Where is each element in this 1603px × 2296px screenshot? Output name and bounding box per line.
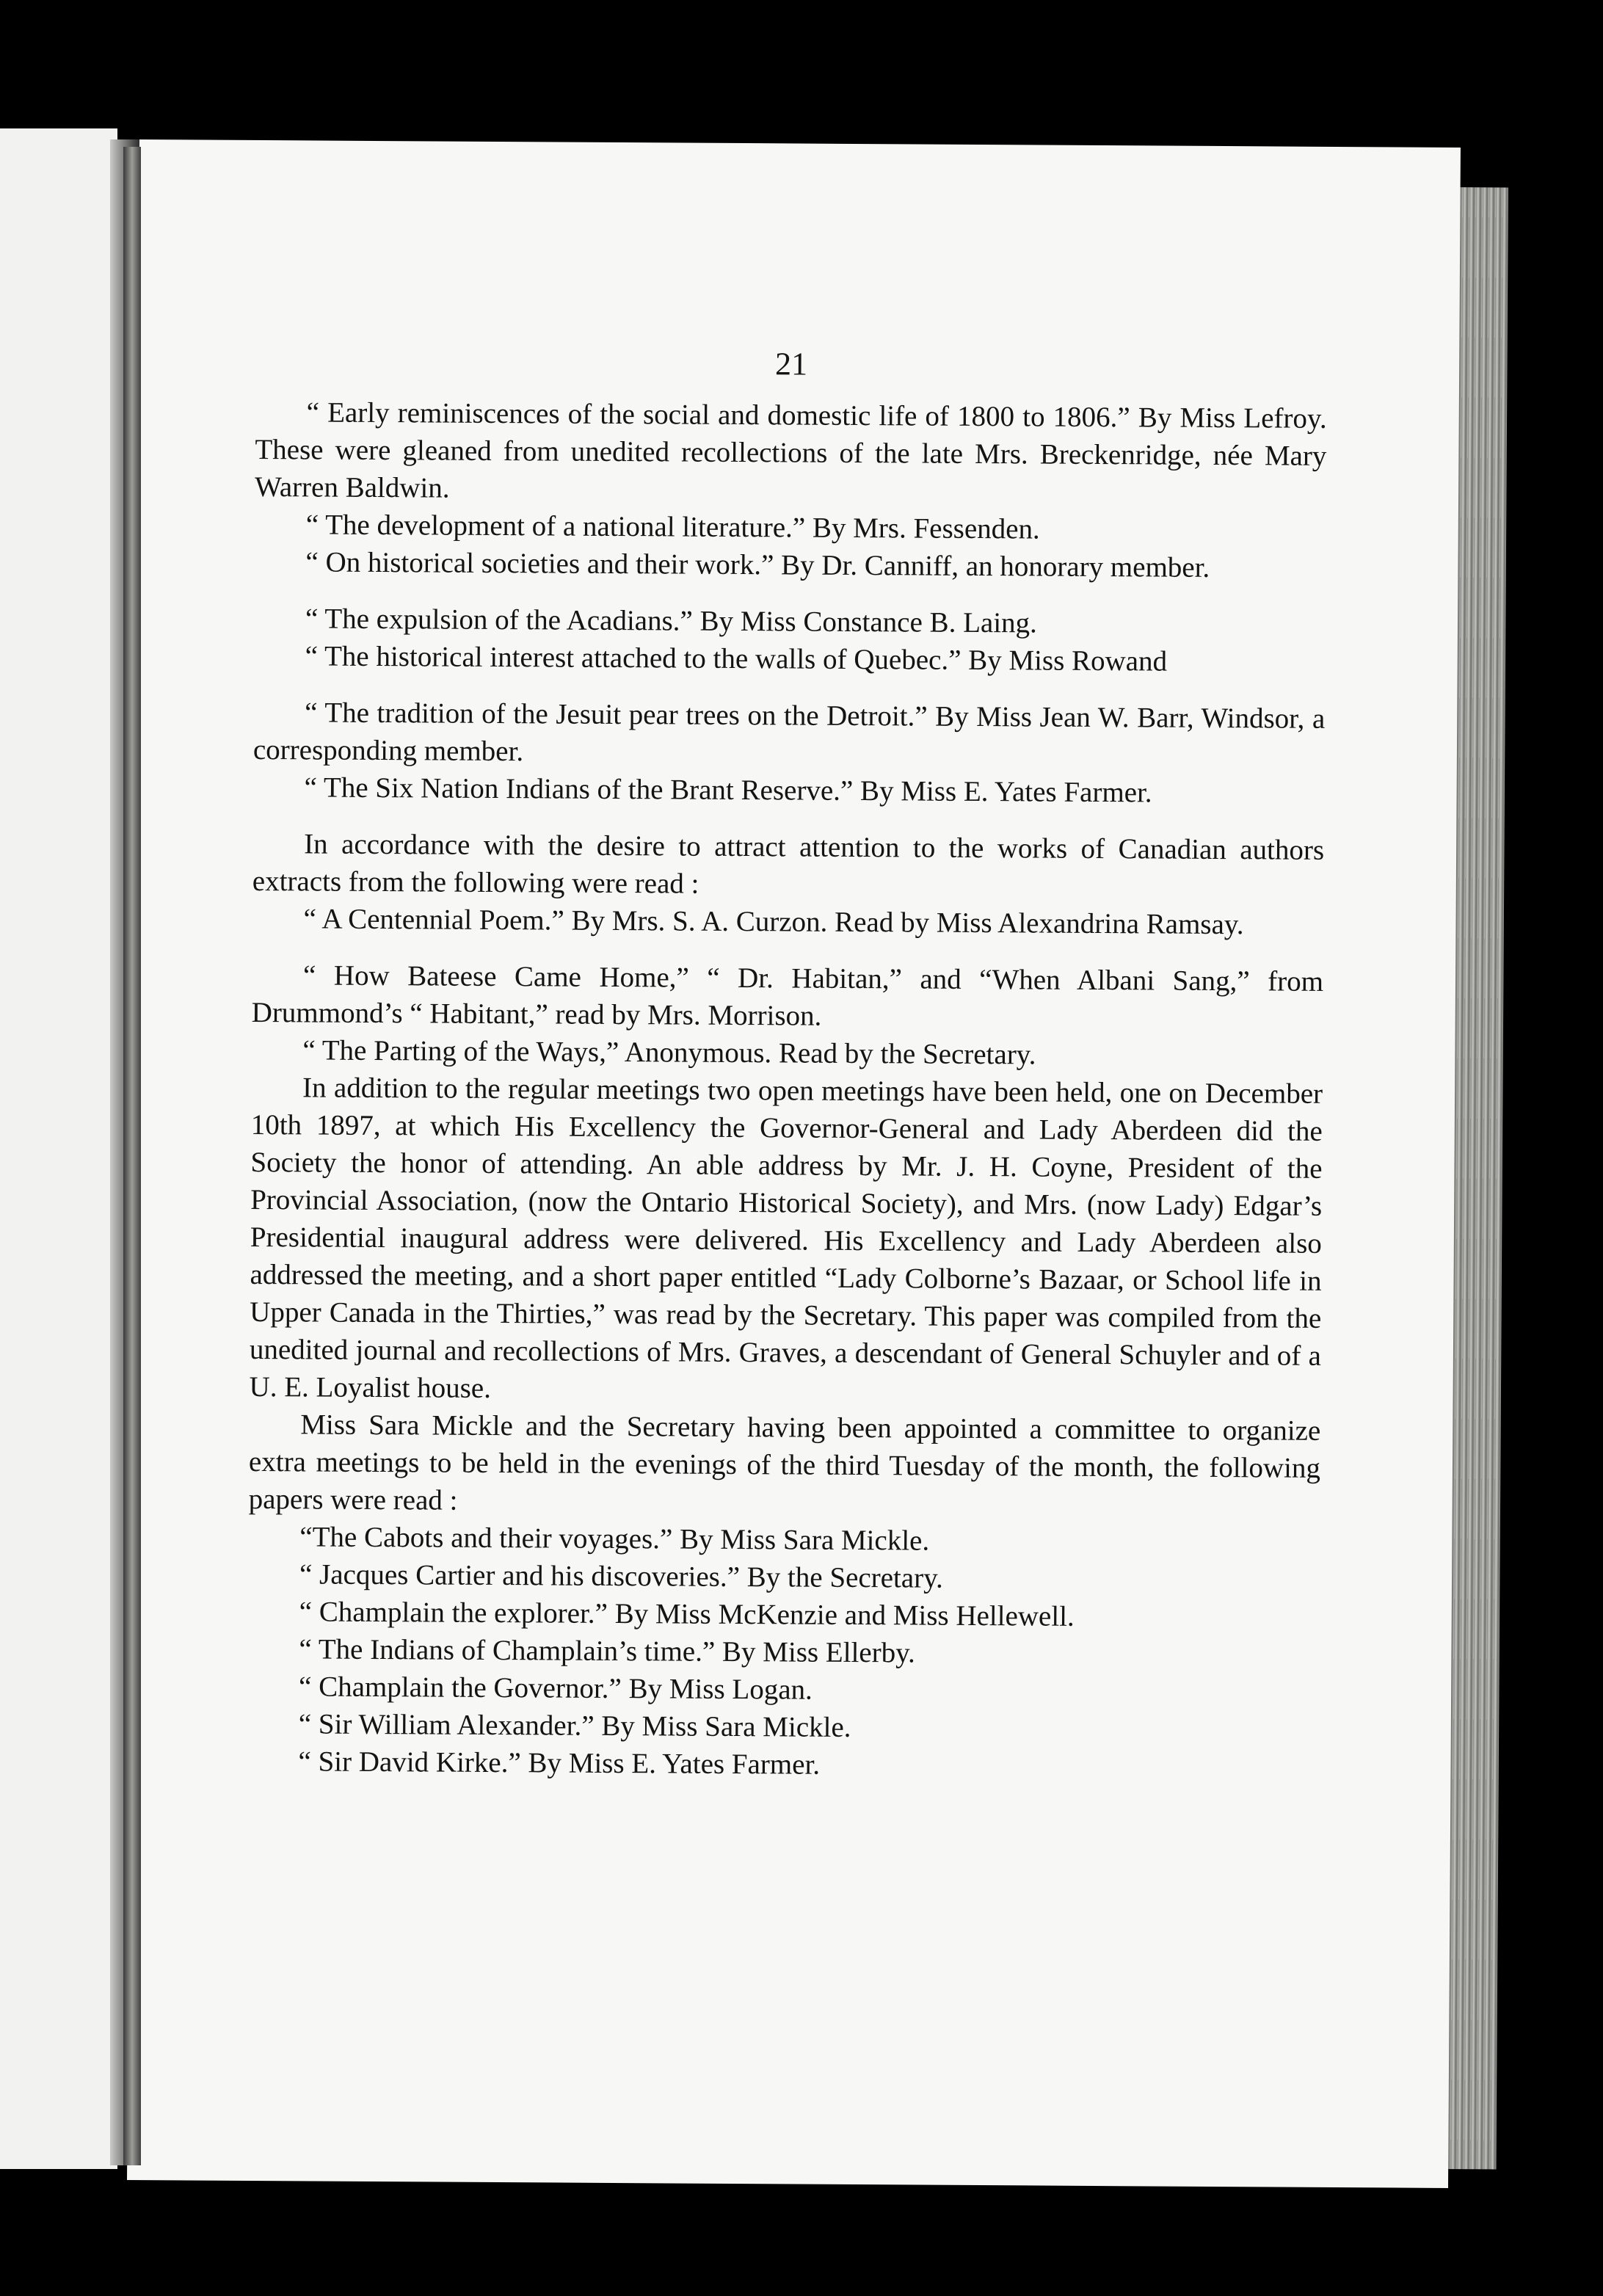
paragraph: In accordance with the desire to attract attention to the works of Canadian authors extracts from the following were read : (252, 828, 1325, 900)
paragraph: “ A Centennial Poem.” By Mrs. S. A. Curzon. Read by Miss Alexandrina Ramsay. (303, 903, 1244, 941)
paragraph: “ On historical societies and their work.” By Dr. Canniff, an honorary member. (305, 546, 1210, 584)
list-item: “The Cabots and their voyages.” By Miss Sara Mickle. (299, 1521, 930, 1557)
list-item: “ Sir William Alexander.” By Miss Sara Mickle. (298, 1708, 851, 1743)
list-item: “ Jacques Cartier and his discoveries.” By the Secretary. (299, 1558, 944, 1594)
list-item: “ The Indians of Champlain’s time.” By Miss Ellerby. (299, 1633, 916, 1669)
paragraph: “ The expulsion of the Acadians.” By Miss Constance B. Laing. (305, 603, 1038, 639)
list-item: “ Sir David Kirke.” By Miss E. Yates Farmer. (298, 1745, 821, 1781)
paragraph: Miss Sara Mickle and the Secretary having been appointed a committee to organize extra meetings to be held in the evenings of the third Tuesday of the month, the following papers were read : (248, 1409, 1321, 1516)
list-item: “ Champlain the Governor.” By Miss Logan. (298, 1671, 813, 1706)
previous-page-edge (0, 128, 117, 2169)
paragraph: “ Early reminiscences of the social and domestic life of 1800 to 1806.” By Miss Lefroy. These were gleaned from unedited recollections of the late Mrs. Breckenridge, née Mary Warren Baldwin. (254, 396, 1327, 504)
book-binding (123, 147, 141, 2165)
paragraph: “ The tradition of the Jesuit pear trees on the Detroit.” By Miss Jean W. Barr, Windsor, a corresponding member. (252, 697, 1326, 768)
paragraph: “ How Bateese Came Home,” “ Dr. Habitan,” and “When Albani Sang,” from Drummond’s “ Habitant,” read by Mrs. Morrison. (251, 959, 1324, 1032)
paragraph: In addition to the regular meetings two open meetings have been held, one on December 10th 1897, at which His Excellency the Governor-General and Lady Aberdeen did the Society the honor of attending. An able address by Mr. J. H. Coyne, President of the Provincial Association, (now the Ontario Historical Society), and Mrs. (now Lady) Edgar’s Presidential inaugural address were delivered. His Excellency and Lady Aberdeen also addressed the meeting, and a short paper entitled “Lady Colborne’s Bazaar, or School life in Upper Canada in the Thirties,” was read by the Secretary. This paper was compiled from the unedited journal and recollections of Mrs. Graves, a descendant of General Schuyler and of a U. E. Loyalist house. (249, 1072, 1323, 1404)
book-page (127, 139, 1461, 2188)
page-body (247, 393, 1327, 1787)
paragraph: “ The Parting of the Ways,” Anonymous. Read by the Secretary. (302, 1034, 1036, 1071)
paragraph: “ The development of a national literature.” By Mrs. Fessenden. (305, 509, 1040, 545)
page-number: 21 (774, 346, 808, 382)
paragraph: “ The Six Nation Indians of the Brant Reserve.” By Miss E. Yates Farmer. (304, 771, 1152, 809)
paragraph: “ The historical interest attached to the walls of Quebec.” By Miss Rowand (305, 640, 1168, 677)
list-item: “ Champlain the explorer.” By Miss McKenzie and Miss Hellewell. (299, 1596, 1075, 1632)
